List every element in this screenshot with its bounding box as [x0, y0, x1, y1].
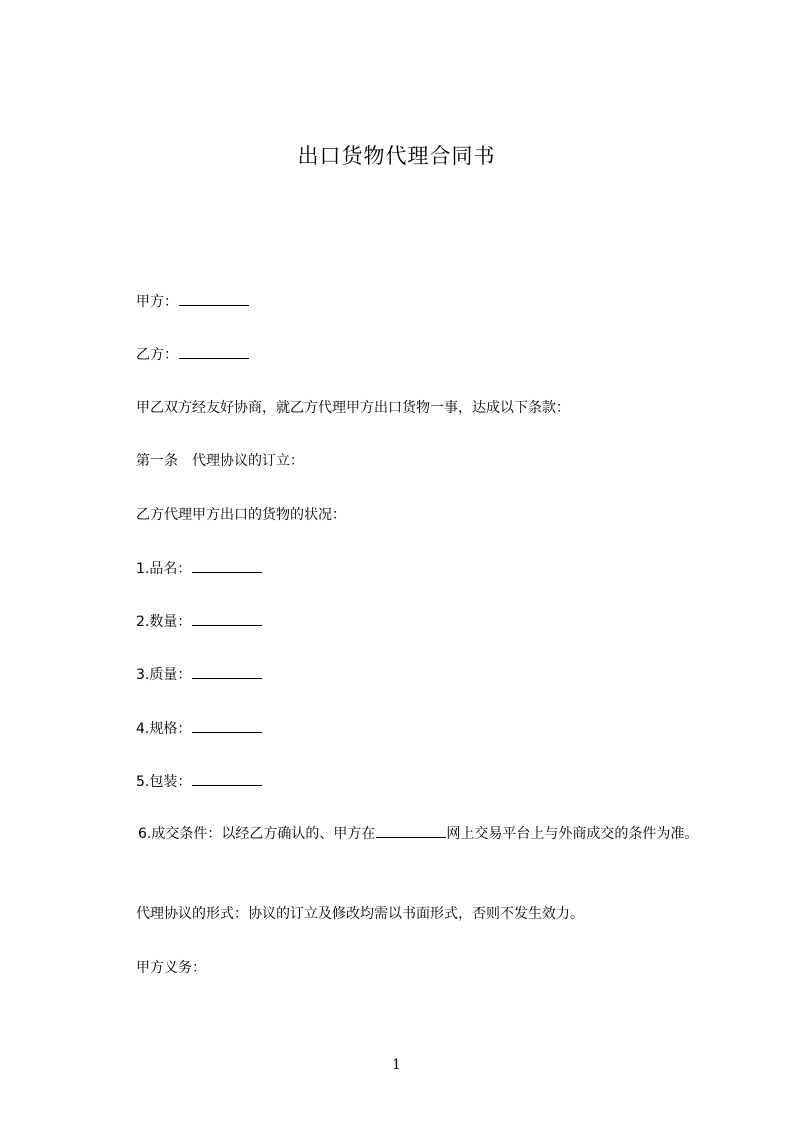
item-line — [136, 771, 262, 792]
item-label: 1.品名： — [136, 561, 192, 577]
goods-status-line: 乙方代理甲方出口的货物的状况： — [136, 507, 346, 523]
item-line — [136, 718, 262, 739]
article-1-heading: 第一条 代理协议的订立： — [136, 453, 304, 469]
item-6-prefix: 6.成交条件：以经乙方确认的、甲方在 — [138, 826, 376, 842]
item-label: 2.数量： — [136, 614, 192, 630]
item-6-paragraph — [104, 821, 714, 847]
item-line — [136, 558, 262, 579]
form-clause: 代理协议的形式：协议的订立及修改均需以书面形式，否则不发生效力。 — [136, 906, 584, 922]
item-6-suffix: 网上交易平台上与外商成交的条件为准。 — [446, 826, 699, 842]
item-blank — [192, 771, 262, 786]
item-blank — [192, 558, 262, 573]
item-label: 5.包装： — [136, 774, 192, 790]
party-a-duties-heading: 甲方义务： — [136, 960, 206, 976]
item-blank — [192, 718, 262, 733]
party-a-blank — [179, 291, 249, 306]
intro-paragraph: 甲乙双方经友好协商，就乙方代理甲方出口货物一事，达成以下条款： — [136, 400, 570, 416]
item-6-blank — [376, 823, 446, 838]
item-blank — [192, 664, 262, 679]
page-number: 1 — [392, 1057, 401, 1073]
item-blank — [192, 611, 262, 626]
party-a-line — [136, 291, 249, 312]
party-b-line — [136, 344, 249, 365]
item-label: 4.规格： — [136, 721, 192, 737]
party-b-label: 乙方： — [136, 347, 178, 363]
party-b-blank — [179, 344, 249, 359]
item-line — [136, 664, 262, 685]
item-label: 3.质量： — [136, 667, 192, 683]
item-line — [136, 611, 262, 632]
party-a-label: 甲方： — [136, 294, 178, 310]
page-title: 出口货物代理合同书 — [297, 144, 496, 168]
